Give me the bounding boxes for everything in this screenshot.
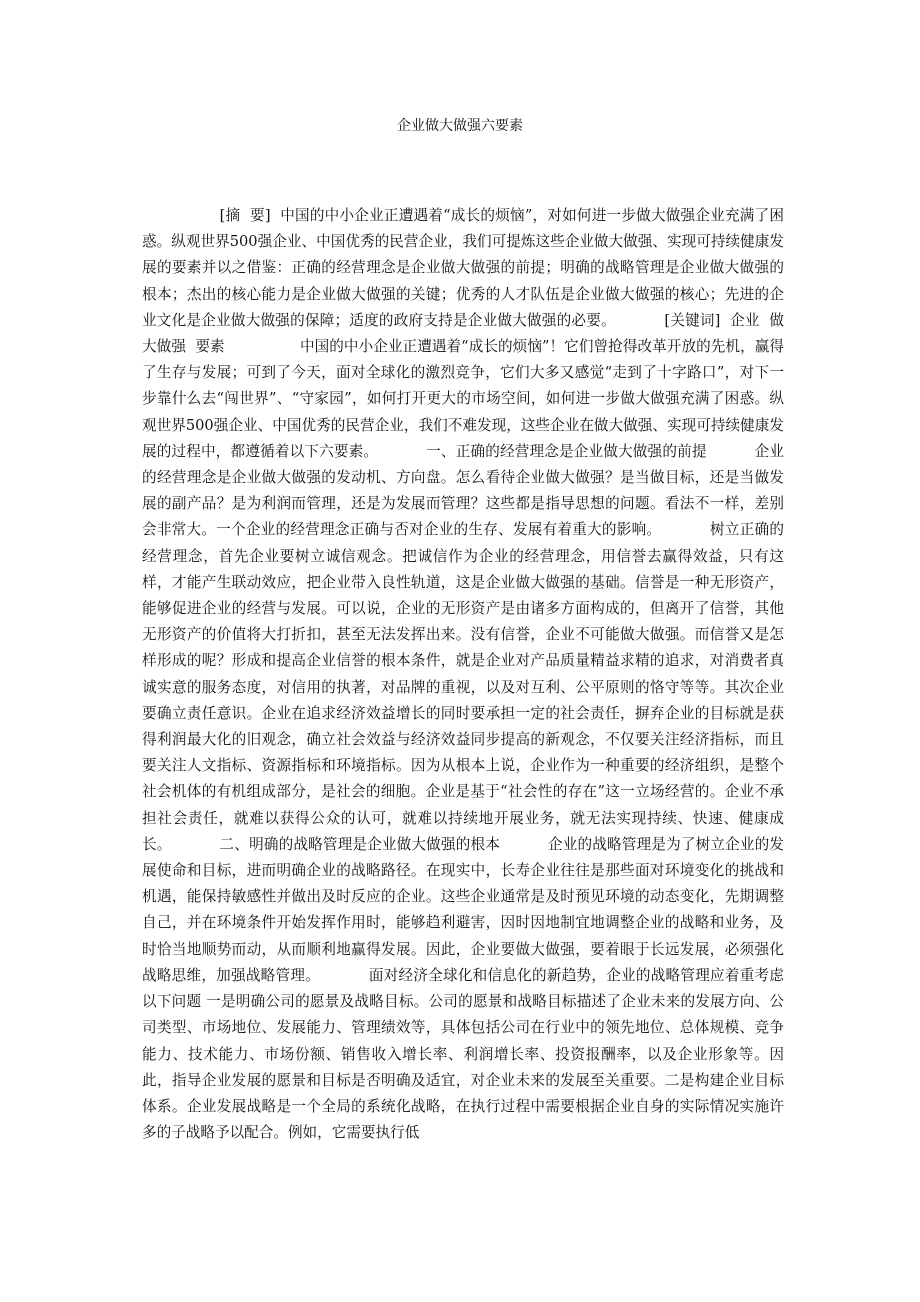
document-body: [摘 要] 中国的中小企业正遭遇着“成长的烦恼”，对如何进一步做大做强企业充满了困惑。纵观世界500强企业、中国优秀的民营企业，我们可提炼这些企业做大做强、实现可持续健康发展的要素并以之借鉴：正确的经营理念是企业做大做强的前提；明确的战略管理是企业做大做强的根本；杰出的核心能力是企业做大做强的关键；优秀的人才队伍是企业做大做强的核心；先进的企业文化是企业做大做强的保障；适度的政府支持是企业做大做强的必要。 [关键词] 企业 做大做强 要素 中国的中小企业正遭遇着“成长的烦恼”！它们曾抢得改革开放的先机，赢得了生存与发展；可到了今天，面对全球化的激烈竞争，它们大多又感觉“走到了十字路口”，对下一步靠什么去“闯世界”、“守家园”，如何打开更大的市场空间，如何进一步做大做强充满了困惑。纵观世界500强企业、中国优秀的民营企业，我们不难发现，这些企业在做大做强、实现可持续健康发展的过程中，都遵循着以下六要素。 一、正确的经营理念是企业做大做强的前提 企业的经营理念是企业做大做强的发动机、方向盘。怎么看待企业做大做强？是当做目标，还是当做发展的副产品？是为利润而管理，还是为发展而管理？这些都是指导思想的问题。看法不一样，差别会非常大。一个企业的经营理念正确与否对企业的生存、发展有着重大的影响。 树立正确的经营理念，首先企业要树立诚信观念。把诚信作为企业的经营理念，用信誉去赢得效益，只有这样，才能产生联动效应，把企业带入良性轨道，这是企业做大做强的基础。信誉是一种无形资产，能够促进企业的经营与发展。可以说，企业的无形资产是由诸多方面构成的，但离开了信誉，其他无形资产的价值将大打折扣，甚至无法发挥出来。没有信誉，企业不可能做大做强。而信誉又是怎样形成的呢？形成和提高企业信誉的根本条件，就是企业对产品质量精益求精的追求，对消费者真诚实意的服务态度，对信用的执著，对品牌的重视，以及对互利、公平原则的恪守等等。其次企业要确立责任意识。企业在追求经济效益增长的同时要承担一定的社会责任，摒弃企业的目标就是获得利润最大化的旧观念，确立社会效益与经济效益同步提高的新观念，不仅要关注经济指标，而且要关注人文指标、资源指标和环境指标。因为从根本上说，企业作为一种重要的经济组织，是整个社会机体的有机组成部分，是社会的细胞。企业是基于“社会性的存在”这一立场经营的。企业不承担社会责任，就难以获得公众的认可，就难以持续地开展业务，就无法实现持续、快速、健康成长。 二、明确的战略管理是企业做大做强的根本 企业的战略管理是为了树立企业的发展使命和目标，进而明确企业的战略路径。在现实中，长寿企业往往是那些面对环境变化的挑战和机遇，能保持敏感性并做出及时反应的企业。这些企业通常是及时预见环境的动态变化，先期调整自己，并在环境条件开始发挥作用时，能够趋利避害，因时因地制宜地调整企业的战略和业务，及时恰当地顺势而动，从而顺利地赢得发展。因此，企业要做大做强，要着眼于长远发展，必须强化战略思维，加强战略管理。 面对经济全球化和信息化的新趋势，企业的战略管理应着重考虑以下问题 一是明确公司的愿景及战略目标。公司的愿景和战略目标描述了企业未来的发展方向、公司类型、市场地位、发展能力、管理绩效等，具体包括公司在行业中的领先地位、总体规模、竞争能力、技术能力、市场份额、销售收入增长率、利润增长率、投资报酬率，以及企业形象等。因此，指导企业发展的愿景和目标是否明确及适宜，对企业未来的发展至关重要。二是构建企业目标体系。企业发展战略是一个全局的系统化战略，在执行过程中需要根据企业自身的实际情况实施许多的子战略予以配合。例如，它需要执行低 (142, 207, 784, 1142)
document-title: 企业做大做强六要素 (397, 118, 523, 134)
